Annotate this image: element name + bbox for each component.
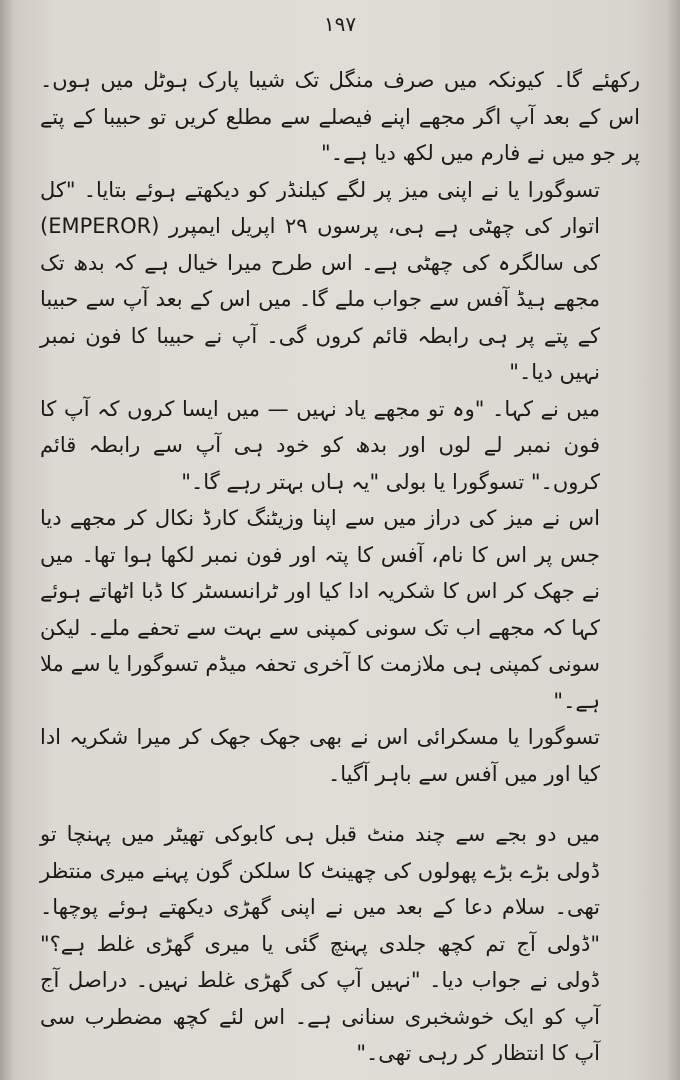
page-body xyxy=(40,62,640,1072)
paragraph-phone-number: میں نے کہا۔ "وہ تو مجھے یاد نہیں — میں ایسا کروں کہ آپ کا فون نمبر لے لوں اور بدھ کو خود ہی آپ سے رابطہ قائم کروں۔" تسوگورا یا بولی "یہ ہاں بہتر رہے گا۔" xyxy=(40,396,600,494)
paragraph-tsugoraya-calendar: تسوگورا یا نے اپنی میز پر لگے کیلنڈر کو دیکھتے ہوئے بتایا۔ "کل اتوار کی چھٹی ہے ہی، پرسوں ۲۹ اپریل ایمپرر (EMPEROR) کی سالگرہ کی چھٹی ہے۔ اس طرح میرا خیال ہے کہ بدھ تک مجھے ہیڈ آفس سے جواب ملے گا۔ میں اس کے بعد آپ سے حبیبا کے پتے پر ہی رابطہ قائم کروں گی۔ آپ نے حبیبا کا فون نمبر نہیں دیا۔" xyxy=(40,177,600,384)
page-number: ۱۹۷ xyxy=(323,12,357,36)
paragraph-visiting-card: اس نے میز کی دراز میں سے اپنا وزیٹنگ کارڈ نکال کر مجھے دیا جس پر اس کا نام، آفس کا پتہ اور فون نمبر لکھا ہوا تھا۔ میں نے جھک کر اس کا شکریہ ادا کیا اور ٹرانسسٹر کا ڈبا اٹھاتے ہوئے کہا کہ مجھے اب تک سونی کمپنی سے بہت سے تحفے ملے۔ لیکن سونی کمپنی ہی ملازمت کا آخری تحفہ میڈم تسوگورا یا سے ملا ہے۔" xyxy=(40,506,600,713)
paragraph-continuation: رکھئے گا۔ کیونکہ میں صرف منگل تک شیبا پارک ہوٹل میں ہوں۔ اس کے بعد آپ اگر مجھے اپنے فیصلے سے مطلع کریں تو حبیبا کے پتے پر جو میں نے فارم میں لکھ دیا ہے۔" xyxy=(40,68,640,165)
paragraph-kabuki-theatre: میں دو بجے سے چند منٹ قبل ہی کابوکی تھیٹر میں پہنچا تو ڈولی بڑے بڑے پھولوں کی چھینٹ کا سلکن گون پہنے میری منتظر تھی۔ سلام دعا کے بعد میں نے اپنی گھڑی دیکھتے ہوئے پوچھا۔ "ڈولی آج تم کچھ جلدی پہنچ گئی یا میری گھڑی غلط ہے؟" ڈولی نے جواب دیا۔ "نہیں آپ کی گھڑی غلط نہیں۔ دراصل آج آپ کو ایک خوشخبری سنانی ہے۔ اس لئے کچھ مضطرب سی آپ کا انتظار کر رہی تھی۔" xyxy=(40,822,600,1065)
page-edge-shadow-right xyxy=(666,0,680,1080)
paragraph-leaving-office: تسوگورا یا مسکرائی اس نے بھی جھک جھک کر میرا شکریہ ادا کیا اور میں آفس سے باہر آگیا۔ xyxy=(40,725,600,786)
page-edge-shadow-left xyxy=(0,0,14,1080)
